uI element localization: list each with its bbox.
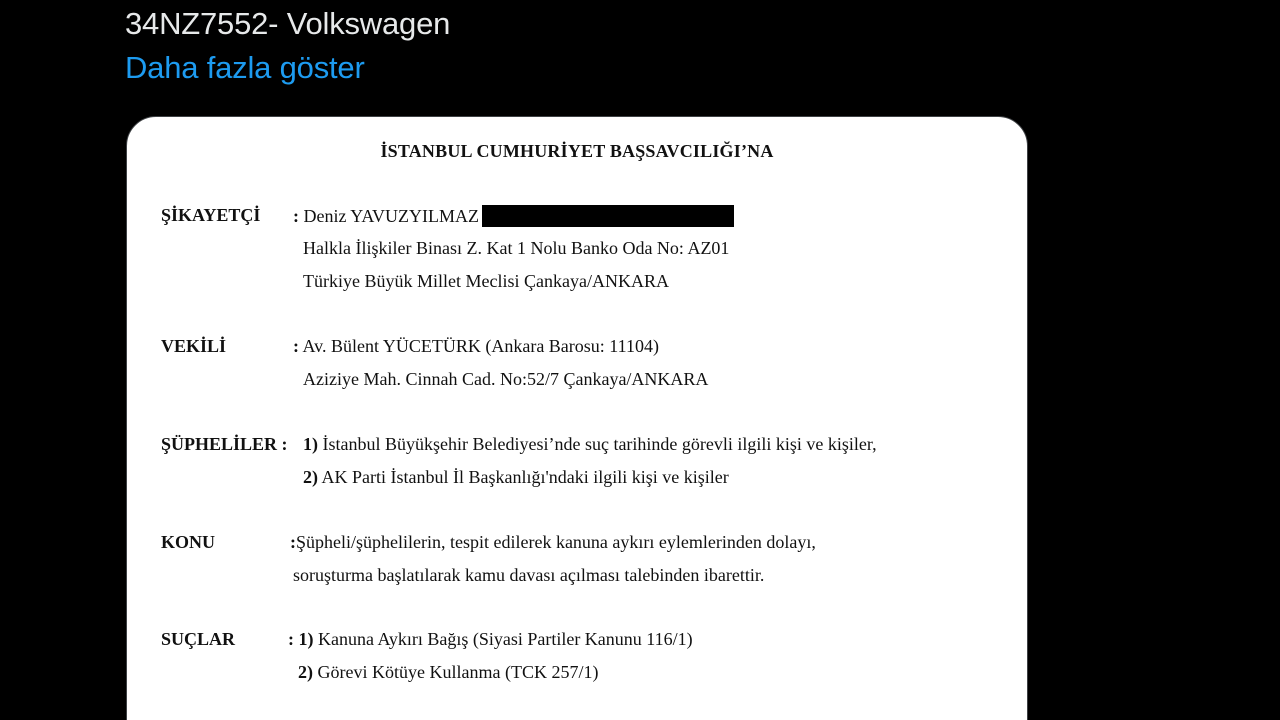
crimes-colon: : (288, 629, 294, 649)
attorney-colon: : (293, 336, 299, 356)
subject-line-1 (290, 532, 816, 553)
attorney-name: Av. Bülent YÜCETÜRK (Ankara Barosu: 11104) (302, 336, 659, 356)
suspect-item-number: 2) (303, 467, 318, 487)
complainant-colon: : (293, 206, 299, 226)
complainant-name: Deniz YAVUZYILMAZ (303, 206, 479, 226)
complainant-address-1: Halkla İlişkiler Binası Z. Kat 1 Nolu Banko Oda No: AZ01 (303, 238, 730, 258)
suspect-item-text: İstanbul Büyükşehir Belediyesi’nde suç tarihinde görevli ilgili kişi ve kişiler, (322, 434, 877, 454)
complaint-document (127, 117, 1027, 720)
document-title: İSTANBUL CUMHURİYET BAŞSAVCILIĞI’NA (380, 141, 774, 161)
suspect-item (303, 467, 729, 488)
complainant-address-2: Türkiye Büyük Millet Meclisi Çankaya/ANKARA (303, 271, 669, 291)
complainant-label: ŞİKAYETÇİ (161, 205, 261, 225)
subject-colon: : (290, 532, 296, 552)
complainant-line (293, 205, 734, 227)
subject-label: KONU (161, 532, 215, 552)
crimes-label: SUÇLAR (161, 629, 236, 649)
redaction-bar (482, 205, 734, 227)
crime-item-text: Görevi Kötüye Kullanma (TCK 257/1) (317, 662, 599, 682)
suspect-item-number: 1) (303, 434, 318, 454)
show-more-link[interactable]: Daha fazla göster (125, 50, 365, 85)
suspect-item-text: AK Parti İstanbul İl Başkanlığı'ndaki ilgili kişi ve kişiler (321, 467, 729, 487)
subject-line-2: soruşturma başlatılarak kamu davası açılması talebinden ibarettir. (293, 565, 765, 585)
attorney-line (293, 336, 659, 357)
crime-item-text: Kanuna Aykırı Bağış (Siyasi Partiler Kanunu 116/1) (318, 629, 693, 649)
suspect-item (303, 434, 877, 455)
subject-text-1: Şüpheli/şüphelilerin, tespit edilerek kanuna aykırı eylemlerinden dolayı, (296, 532, 816, 552)
suspects-colon: : (281, 434, 288, 454)
crime-item-number: 1) (298, 629, 314, 649)
crime-item (288, 629, 693, 650)
crime-item-number: 2) (298, 662, 313, 682)
tweet-text: 34NZ7552- Volkswagen (125, 6, 451, 41)
attorney-address: Aziziye Mah. Cinnah Cad. No:52/7 Çankaya/ANKARA (303, 369, 709, 389)
tweet-image-card[interactable] (126, 116, 1028, 720)
attorney-label: VEKİLİ (161, 336, 227, 356)
suspects-label (161, 434, 288, 455)
suspects-label-text: ŞÜPHELİLER (161, 434, 278, 454)
crime-item (298, 662, 598, 683)
